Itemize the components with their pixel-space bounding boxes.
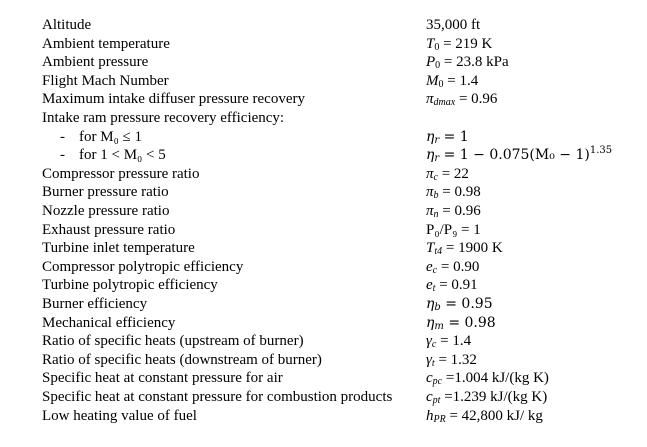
parameter-label: Exhaust pressure ratio — [42, 221, 176, 238]
parameter-value: cpc =1.004 kJ/(kg K) — [426, 370, 549, 388]
parameter-row — [0, 53, 647, 71]
parameter-row — [0, 16, 647, 34]
parameter-row — [0, 239, 647, 257]
parameter-row — [0, 128, 647, 146]
parameter-value: cpt =1.239 kJ/(kg K) — [426, 389, 548, 406]
parameter-value: πc = 22 — [426, 165, 469, 183]
parameter-value: ec = 0.90 — [426, 258, 480, 276]
condition-text: for 1 < M₀ < 5 — [79, 147, 166, 164]
parameter-row — [0, 388, 647, 406]
parameter-row — [0, 72, 647, 90]
parameter-label: Specific heat at constant pressure for combustion products — [42, 389, 393, 405]
parameter-label: Compressor pressure ratio — [42, 165, 200, 182]
parameter-value: 35,000 ft — [426, 17, 481, 33]
parameter-label: Ratio of specific heats (upstream of burner) — [42, 333, 304, 350]
parameter-row — [0, 90, 647, 108]
parameter-label: Burner efficiency — [42, 296, 148, 312]
parameter-row — [0, 165, 647, 183]
parameter-value: Tt4 = 1900 K — [426, 240, 503, 258]
parameter-row — [0, 109, 647, 127]
parameter-label: Ambient temperature — [42, 35, 170, 52]
parameter-label: Specific heat at constant pressure for air — [42, 370, 283, 387]
bullet-dash: - — [60, 147, 65, 164]
parameter-label: Turbine polytropic efficiency — [42, 277, 218, 294]
parameter-label: Nozzle pressure ratio — [42, 203, 170, 219]
condition-text: for M₀ ≤ 1 — [79, 128, 143, 145]
parameter-value: γc = 1.4 — [426, 333, 472, 351]
parameter-row — [0, 202, 647, 220]
parameter-value: ηr = 1 — [426, 128, 469, 146]
parameter-value: ηm = 0.98 — [426, 314, 496, 332]
bullet-dash: - — [60, 128, 65, 145]
parameter-label: Mechanical efficiency — [42, 314, 176, 331]
parameter-row — [0, 183, 647, 201]
parameter-value: P0 = 23.8 kPa — [426, 54, 509, 72]
parameter-value: $\eta r = 1 - 0.075(M_0 - 1)^{1.35}$ — [426, 145, 613, 165]
parameter-row — [0, 276, 647, 294]
parameter-label: Maximum intake diffuser pressure recovery — [42, 91, 305, 108]
parameter-value: ηb = 0.95 — [426, 296, 493, 313]
parameter-value: hPR = 42,800 kJ/ kg — [426, 407, 543, 425]
parameter-row — [0, 407, 647, 425]
parameter-label: Ratio of specific heats (downstream of burner) — [42, 351, 322, 368]
parameter-row — [0, 369, 647, 387]
parameter-label: Flight Mach Number — [42, 72, 169, 89]
parameter-row — [0, 314, 647, 332]
parameter-value: γt = 1.32 — [426, 351, 477, 369]
parameter-value: M0 = 1.4 — [426, 72, 479, 90]
parameter-label: Low heating value of fuel — [42, 407, 197, 424]
parameter-value: P₀/P₉ = 1 — [426, 221, 481, 238]
parameter-row — [0, 332, 647, 350]
parameter-value: πb = 0.98 — [426, 184, 481, 202]
parameter-value: πn = 0.96 — [426, 203, 481, 220]
parameter-value: πdmax = 0.96 — [426, 91, 498, 109]
parameter-label: Ambient pressure — [42, 54, 149, 71]
parameter-label: Compressor polytropic efficiency — [42, 258, 244, 275]
parameter-row — [0, 258, 647, 276]
parameter-label: Altitude — [42, 17, 92, 33]
parameter-row — [0, 146, 647, 164]
parameter-label: Intake ram pressure recovery efficiency: — [42, 110, 285, 126]
parameter-value: et = 0.91 — [426, 277, 478, 295]
parameter-row — [0, 221, 647, 239]
parameter-value: T0 = 219 K — [426, 35, 493, 53]
parameter-row — [0, 295, 647, 313]
parameter-label: Turbine inlet temperature — [42, 240, 195, 257]
parameter-row — [0, 351, 647, 369]
parameter-row — [0, 35, 647, 53]
parameter-label: Burner pressure ratio — [42, 184, 169, 201]
